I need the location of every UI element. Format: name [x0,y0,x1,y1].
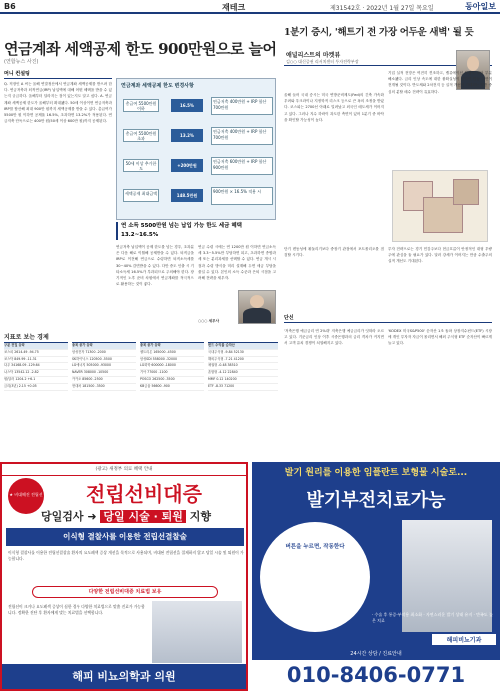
ad-subline: 당일검사 ➜ 당일 시술 · 퇴원 지향 [41,510,211,523]
table-row: 삼성전자 71300 -2000 [72,350,136,357]
ad-headline: 전립선비대증 [86,482,202,506]
ad-description: 이식형 결찰사를 이용한 전립선결찰술 환자의 요도폐색 증상 개선을 목적으로 사용되며, 비대된 전립선을 절제하지 않고 당일 시술 및 퇴원이 가능합니다. [8,550,244,561]
market-table-2 [72,342,136,391]
photo-caption: (연합뉴스 사진) [4,59,39,65]
ad-treatment-pill: 다양한 전립선비대증 치료법 보유 [32,586,218,598]
table-row: 국내주식형 -9.84 52130 [208,350,278,357]
table-row: LG화학 600000 -18000 [140,363,204,370]
table-row: 채권형 -0.48 38510 [208,363,278,370]
table-row: 혼합형 -4.12 22840 [208,370,278,377]
ad-tag: (광고) 새정부 의료 혜택 안내 [2,464,246,476]
table-row: MMF 0.12 140200 [208,377,278,384]
info-graphic-title: 연금계좌 세액공제 한도 변경사항 [121,83,194,89]
issue-date: 제31542호 · 2022년 1월 27일 목요일 [330,5,434,12]
brief-column-1: '저축은행 예금금리 연 2%대' 저축은행 예금금리가 잇따라 오르고 있다. 기준금리 인상 이후 시중은행과의 금리 격차가 커지면서 고객 유치 경쟁이 치열해지고 있다. [284,329,384,346]
info-row: 총급여 5500만원 이하 16.5% 연금저축 400만원 + IRP 합산 700만원 [123,95,273,117]
table-row: 다우 34168.09 -129.64 [4,363,68,370]
table-row: 삼성SDI 558000 -32000 [140,357,204,364]
table-row: 금리(3년) 2.15 +0.05 [4,384,68,391]
table-header: 종목 종가 등락 [72,343,136,350]
clinic-name: 해피 비뇨의학과 의원 [2,664,246,689]
implant-caption: 버튼을 누르면, 작동한다 [285,544,345,550]
section-title: 재테크 [222,3,246,12]
info-row: 세액공제 최대금액 148.5만원 900만원 × 16.5% 적용 시 [123,185,273,207]
table-row: 셀트리온 165000 -4500 [140,350,204,357]
table-row: ETF -8.33 71200 [208,384,278,391]
right-column-1: 올해 들어 국내 증시는 미국 연방준비제도(Fed)의 긴축 가속화 우려와 우크라이나 지정학적 리스크 등으로 큰 폭의 조정을 받았다. 코스피는 2700선 아래로 밀려났고 외국인 매도세가 이어지고 있다. 그러나 지수 하락이 과도한 측면이 있어 1분기 중 바닥을 확인할 가능성이 높다. [284,93,384,122]
ad-procedure-bar: 이식형 결찰사를 이용한 전립선결찰술 [6,528,244,546]
table-row: 현대차 181500 -3500 [72,384,136,391]
author-byline: ○○○ 세무사 [198,319,220,323]
brief-label: 단신 [284,314,492,323]
table-row: 나스닥 13542.12 -2.82 [4,370,68,377]
table-row: 코스피 2614.49 -94.75 [4,350,68,357]
right-column-3: 투자 전략으로는 경기 민감주보다 현금흐름이 안정적인 대형 우량주에 관심을 둘 필요가 있다. 달러 강세가 이어지는 만큼 수출주의 실적 개선도 기대된다. [388,247,492,264]
info-graphic [116,78,276,220]
info-row: 총급여 5500만원 초과 13.2% 연금저축 400만원 + IRP 합산 700만원 [123,125,273,147]
market-table-title: 지표로 보는 경제 [4,334,49,341]
brief-column-2: 'KODEX 미국S&P500' 순자산 1조 돌파 상장지수펀드(ETF) 시장에 개인 투자자 자금이 몰리면서 해외 주식형 ETF 순자산이 빠르게 늘고 있다. [388,329,492,346]
article-column-3: 연금 수령 시에는 연 1200만 원 이하면 연금소득세 3.3~5.5%만 부담하면 되고, 초과하면 종합과세 또는 분리과세를 선택할 수 있다. 연금 개시 시점과 수령 방식을 미리 설계해 두면 세금 부담을 줄일 수 있다. 본인의 소득 수준과 은퇴 시점을 고려해 전략을 세우자. [198,245,276,281]
table-row: 해외주식형 -7.21 41200 [208,357,278,364]
implant-illustration [260,522,370,632]
pull-quote: 연 소득 5500만원 넘는 납입 가능 한도 세금 혜택 13.2~16.5% [116,222,276,240]
table-row: POSCO 262500 -3500 [140,377,204,384]
column-label: 머니 컨설팅 [4,70,112,79]
ad-hours: 24시간 상담 / 진료안내 [350,651,402,657]
right-column-2: 기업 실적 전망은 여전히 견조하고, 밸류에이션 부담도 상당 부분 해소됐다. 금리 인상 속도에 대한 불확실성이 걷히면 반등 국면이 전개될 것이다. 반도체와 2차전지 등 실적 개선이 기대되는 업종 중심의 분할 매수 전략이 유효하다. [388,71,492,94]
ad-detail-text: 전립선이 크거나 요도폐색 증상이 심한 경우 다양한 치료법으로 맞춤 진료가 가능합니다. 정확한 진단 후 환자에게 맞는 치료법을 선택합니다. [8,604,145,615]
table-header: 구분 전일 등락 [4,343,68,350]
table-row: 기아 77000 -1100 [140,370,204,377]
author-photo [238,290,276,324]
right-article-headline: 1분기 증시, '해트기 전 가장 어두운 새벽' 될 듯 [284,27,474,38]
table-row: 코스닥 849.99 -11.31 [4,357,68,364]
info-row: 50세 이상 추가한도 +200만원 연금저축 600만원 + IRP 합산 900만원 [123,155,273,177]
table-header: 펀드 수익률 순자산 [208,343,278,350]
ad-top-line: 발기 원리를 이용한 임플란트 보형물 시술로... [284,468,468,478]
newspaper-logo: 동아일보 [465,1,496,11]
column-text: Q. 직장인 A 씨는 올해 연말정산에서 연금계좌 세액공제를 받으려 한다. 연금저축과 퇴직연금(IRP) 납입액에 대해 어떤 혜택을 받을 수 있는지 궁금하다. 올해부터 달라지는 점이 있는지도 알고 싶다. A. 연금계좌 세액공제 한도가 올해부터 확대됐다. 50세 이상이면 연금저축과 IRP를 합산해 최대 900만 원까지 세액공제를 받을 수 있다. 총급여가 5500만 원 이하면 공제율 16.5%, 초과하면 13.2%가 적용된다. 연금저축 단독으로는 400만 원(50세 이상 600만 원)까지 공제된다. [4,82,112,124]
prostate-ad[interactable] [0,462,248,691]
market-table-3 [140,342,204,391]
market-table-1 [4,342,68,391]
table-row: NAVER 308000 -10500 [72,370,136,377]
market-table-4 [208,342,278,391]
table-row: LG에너지 505000 -93000 [72,363,136,370]
article-headline: 연금계좌 세액공제 한도 900만원으로 늘어 [4,40,277,58]
doctors-photo [152,601,242,663]
ad-headline: 발기부전치료가능 [306,490,446,511]
table-row: KB금융 56600 -900 [140,384,204,391]
article-column-1 [4,70,112,326]
phone-number[interactable]: 010-8406-0771 [252,660,500,691]
table-header: 종목 종가 등락 [140,343,204,350]
table-row: 카카오 85600 -2500 [72,377,136,384]
ad-bullets: · 수술 후 통증·부작용 최소화 · 자연스러운 발기 상태 유지 · 만족도 높은 치료 [372,612,493,623]
page-number: B6 [4,2,16,11]
page-header [0,0,500,14]
brief-label-wrap [284,314,492,324]
right-column-4: 단기 변동성에 휘둘리기보다 중장기 관점에서 포트폴리오를 점검할 시기다. [284,247,384,258]
article-column-2: 연금저축 납입액이 공제 한도를 넘는 경우, 초과분은 다음 해로 이월해 공제받을 수 있다. 퇴직금을 IRP로 이전해 연금으로 수령하면 퇴직소득세를 30~40% 감면받을 수 있다. 다만 중도 인출 시 기타소득세 16.5%가 부과되므로 주의해야 한다. 장기적인 노후 준비 차원에서 연금계좌를 적극적으로 활용하는 것이 좋다. [116,245,194,287]
table-row: SK하이닉스 120500 -5500 [72,357,136,364]
column-title: 애널리스트의 마켓뷰 [286,52,341,59]
market-illustration [392,170,488,242]
ad-badge: ★ 비대해진 전립선 [8,478,44,514]
clinic-name: 해피비뇨기과 [432,634,496,645]
ed-treatment-ad[interactable] [252,462,500,691]
column-author: 김○○ 대신증권 리서치센터 투자전략부장 [286,59,359,64]
table-row: 원/달러 1204.2 +6.1 [4,377,68,384]
